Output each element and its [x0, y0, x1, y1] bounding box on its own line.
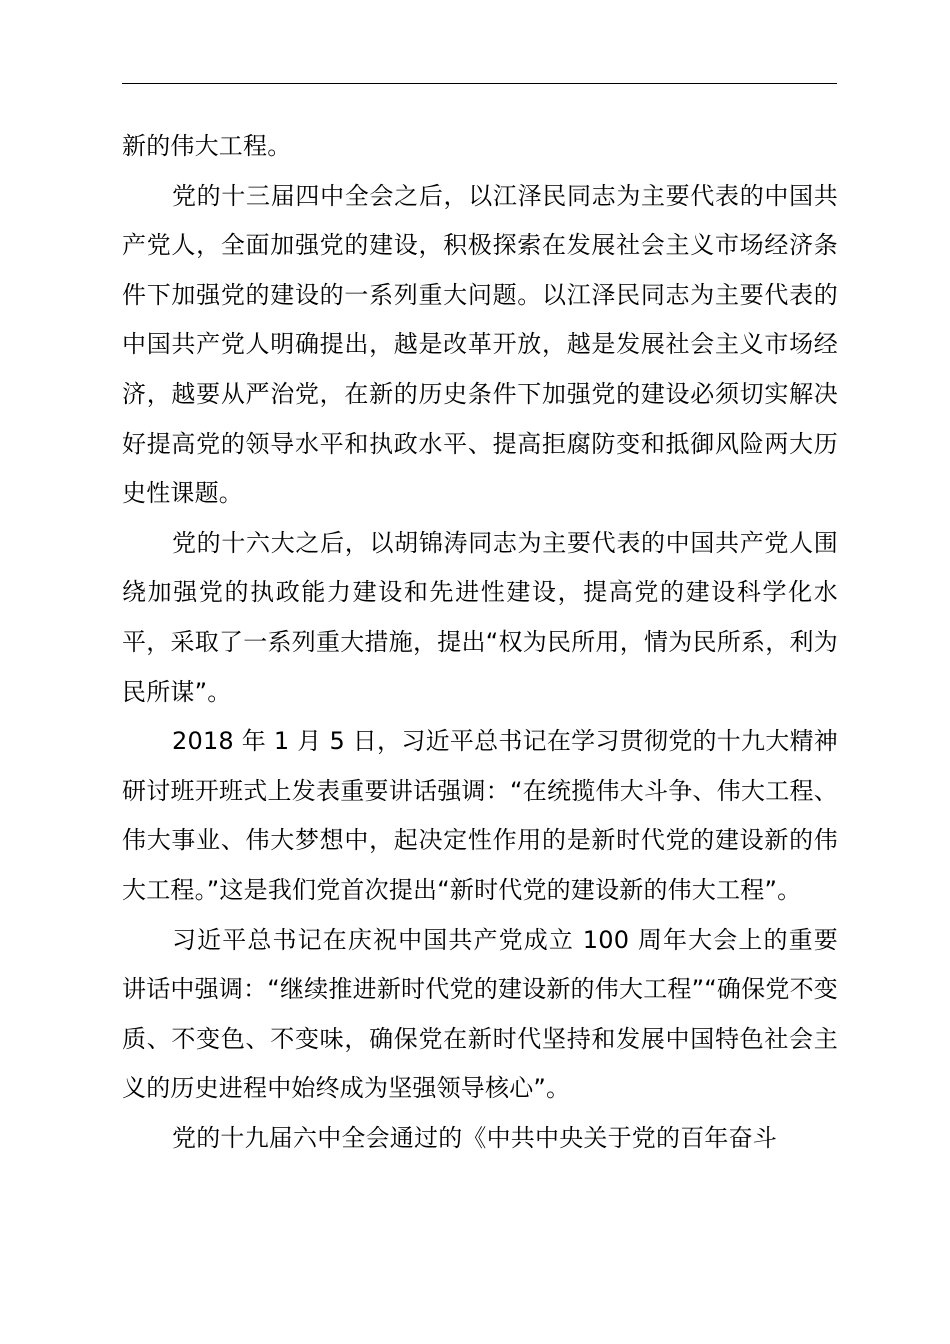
paragraph-3: 党的十六大之后，以胡锦涛同志为主要代表的中国共产党人围绕加强党的执政能力建设和先进性建设，提高党的建设科学化水平，采取了一系列重大措施，提出“权为民所用，情为民所系，利为民所谋”。: [122, 528, 838, 706]
paragraph-6: 党的十九届六中全会通过的《中共中央关于党的百年奋斗: [172, 1123, 777, 1152]
paragraph-1: 新的伟大工程。: [122, 132, 292, 160]
document-body: [122, 122, 838, 1163]
paragraph-5: 习近平总书记在庆祝中国共产党成立 100 周年大会上的重要讲话中强调：“继续推进新时代党的建设新的伟大工程”“确保党不变质、不变色、不变味，确保党在新时代坚持和发展中国特色社会主义的历史进程中始终成为坚强领导核心”。: [122, 925, 838, 1103]
paragraph-2: 党的十三届四中全会之后，以江泽民同志为主要代表的中国共产党人，全面加强党的建设，积极探索在发展社会主义市场经济条件下加强党的建设的一系列重大问题。以江泽民同志为主要代表的中国共产党人明确提出，越是改革开放，越是发展社会主义市场经济，越要从严治党，在新的历史条件下加强党的建设必须切实解决好提高党的领导水平和执政水平、提高拒腐防变和抵御风险两大历史性课题。: [122, 181, 838, 508]
paragraph-4: 2018 年 1 月 5 日，习近平总书记在学习贯彻党的十九大精神研讨班开班式上发表重要讲话强调：“在统揽伟大斗争、伟大工程、伟大事业、伟大梦想中，起决定性作用的是新时代党的建设新的伟大工程。”这是我们党首次提出“新时代党的建设新的伟大工程”。: [122, 727, 838, 904]
header-rule: [122, 83, 837, 84]
